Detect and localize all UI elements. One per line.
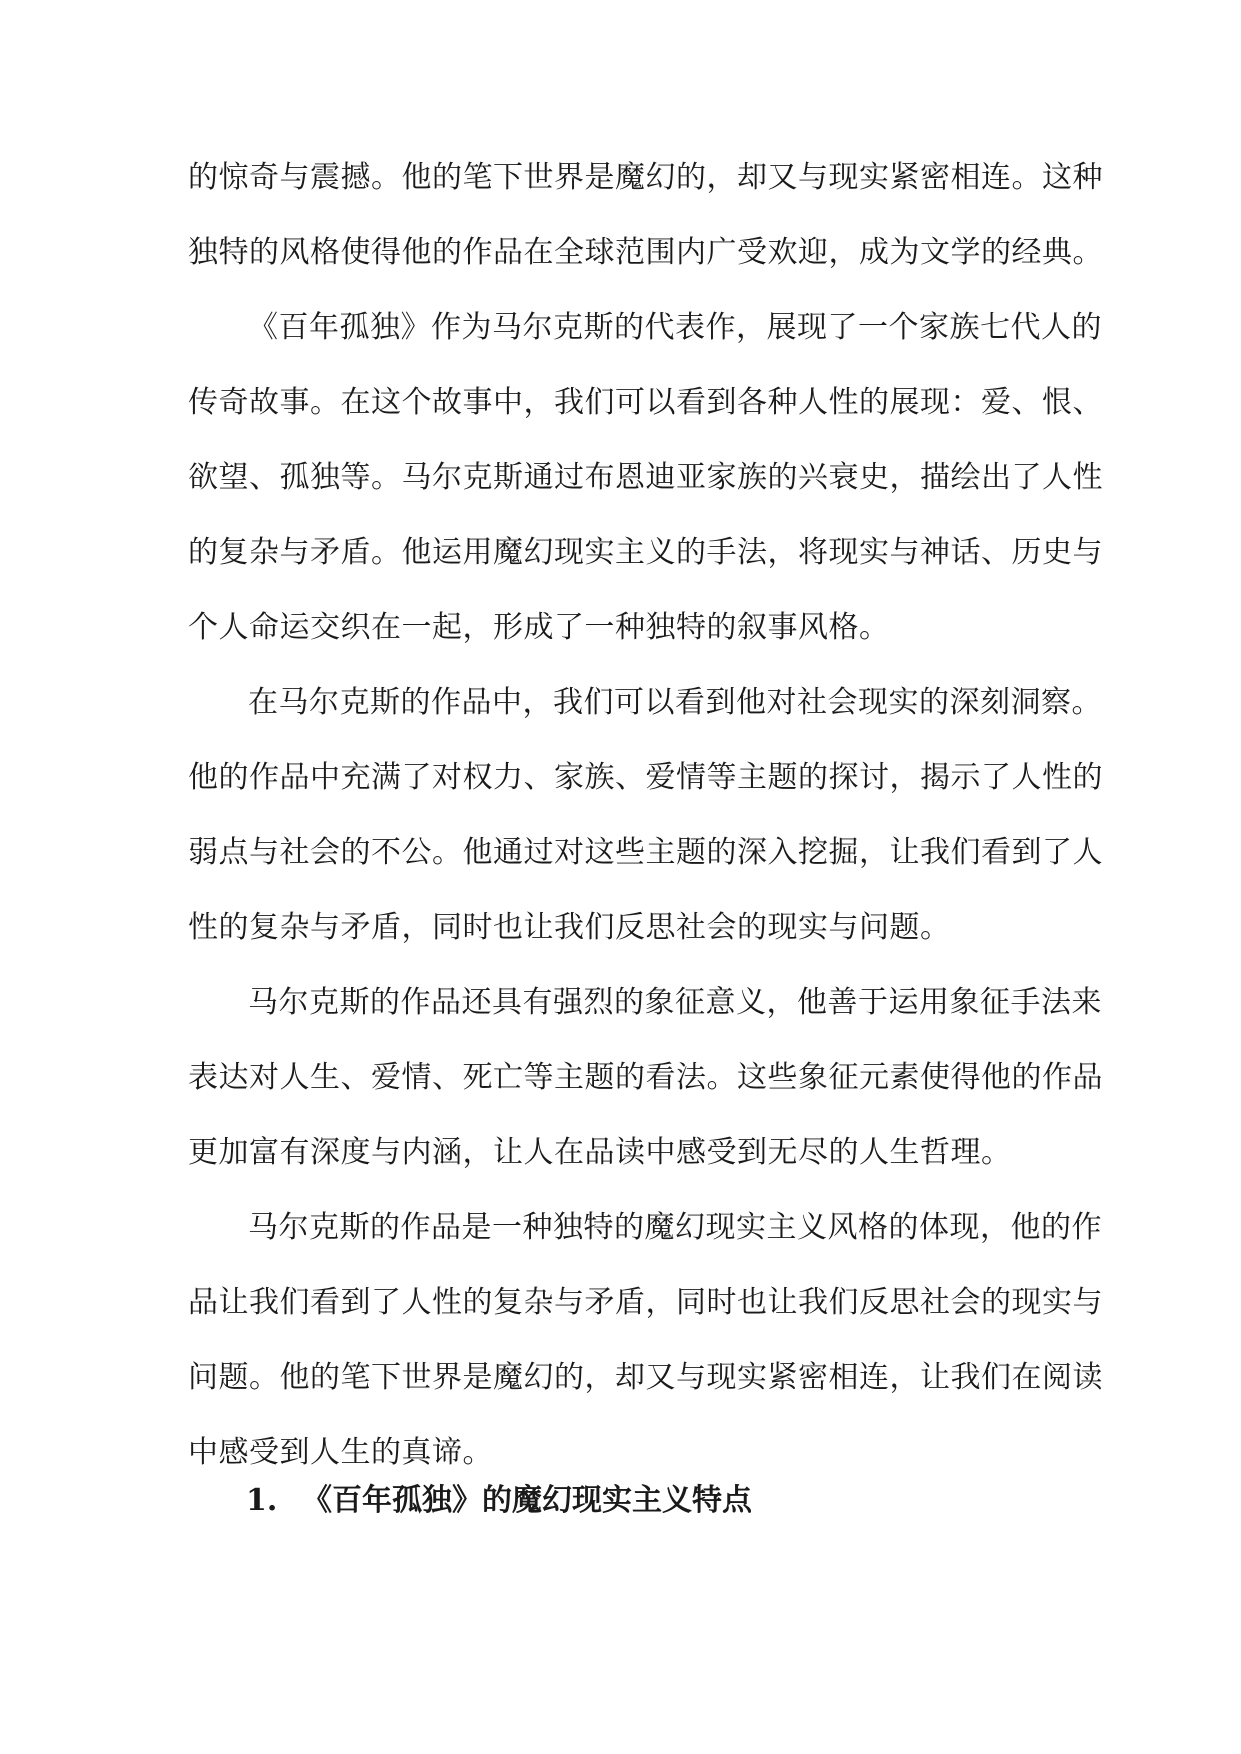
text-line: 个人命运交织在一起，形成了一种独特的叙事风格。 [188, 610, 890, 645]
text-line: 品让我们看到了人性的复杂与矛盾，同时也让我们反思社会的现实与 [188, 1285, 1103, 1320]
paragraph-2 [188, 290, 1103, 665]
text-line: 表达对人生、爱情、死亡等主题的看法。这些象征元素使得他的作品 [188, 1060, 1103, 1095]
text-line: 问题。他的笔下世界是魔幻的，却又与现实紧密相连，让我们在阅读 [188, 1360, 1103, 1395]
text-line: 他的作品中充满了对权力、家族、爱情等主题的探讨，揭示了人性的 [188, 760, 1103, 795]
text-line: 的复杂与矛盾。他运用魔幻现实主义的手法，将现实与神话、历史与 [188, 535, 1103, 570]
text-line: 更加富有深度与内涵，让人在品读中感受到无尽的人生哲理。 [188, 1135, 1012, 1170]
paragraph-3 [188, 665, 1103, 965]
section-title: 《百年孤独》的魔幻现实主义特点 [302, 1483, 752, 1518]
text-line: 《百年孤独》作为马尔克斯的代表作，展现了一个家族七代人的 [248, 310, 1102, 345]
text-line: 的惊奇与震撼。他的笔下世界是魔幻的，却又与现实紧密相连。这种 [188, 160, 1103, 195]
text-line: 传奇故事。在这个故事中，我们可以看到各种人性的展现：爱、恨、 [188, 385, 1103, 420]
text-line: 独特的风格使得他的作品在全球范围内广受欢迎，成为文学的经典。 [188, 235, 1103, 270]
paragraph-5 [188, 1190, 1103, 1490]
section-number: 1. [246, 1483, 278, 1518]
paragraph-1 [188, 140, 1103, 290]
section-heading [246, 1471, 752, 1531]
text-line: 欲望、孤独等。马尔克斯通过布恩迪亚家族的兴衰史，描绘出了人性 [188, 460, 1103, 495]
text-line: 在马尔克斯的作品中，我们可以看到他对社会现实的深刻洞察。 [248, 685, 1102, 720]
text-line: 马尔克斯的作品还具有强烈的象征意义，他善于运用象征手法来 [248, 985, 1102, 1020]
text-line: 马尔克斯的作品是一种独特的魔幻现实主义风格的体现，他的作 [248, 1210, 1102, 1245]
text-line: 性的复杂与矛盾，同时也让我们反思社会的现实与问题。 [188, 910, 951, 945]
text-line: 中感受到人生的真谛。 [188, 1435, 493, 1470]
body-text [188, 140, 1103, 1490]
paragraph-4 [188, 965, 1103, 1190]
text-line: 弱点与社会的不公。他通过对这些主题的深入挖掘，让我们看到了人 [188, 835, 1103, 870]
